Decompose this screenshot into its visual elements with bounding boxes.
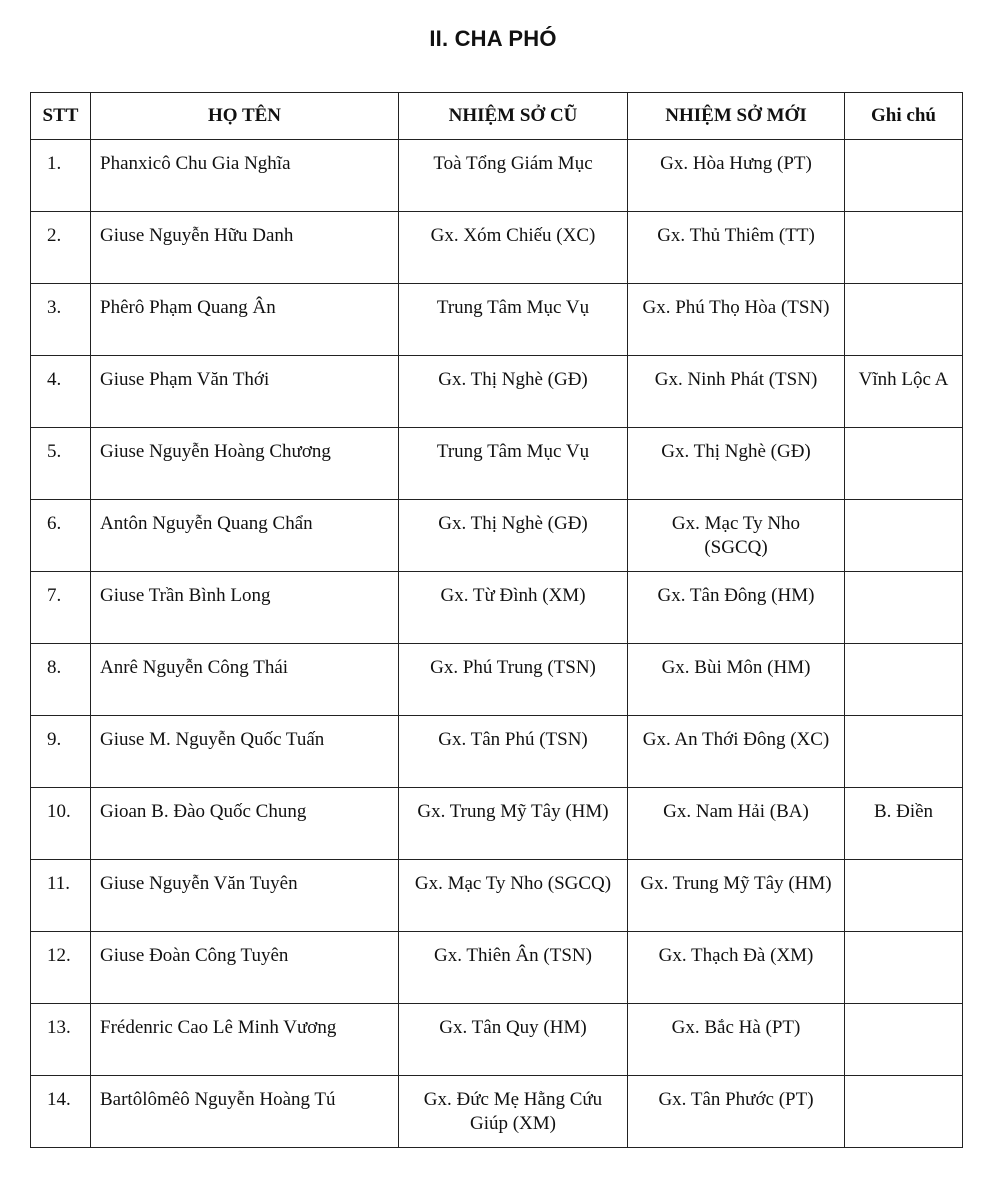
old-parish: Gx. Tân Phú (TSN) (399, 716, 628, 788)
row-note: B. Điền (845, 788, 963, 860)
old-parish: Gx. Thị Nghè (GĐ) (399, 356, 628, 428)
table-row (31, 644, 963, 716)
header-note: Ghi chú (845, 93, 963, 140)
row-note (845, 644, 963, 716)
row-note (845, 140, 963, 212)
old-parish: Trung Tâm Mục Vụ (399, 428, 628, 500)
row-number: 7. (31, 572, 91, 644)
table-row (31, 140, 963, 212)
assignment-table (30, 92, 963, 1148)
table-row (31, 1076, 963, 1148)
priest-name: Giuse Nguyễn Hoàng Chương (91, 428, 399, 500)
row-number: 10. (31, 788, 91, 860)
row-note (845, 1076, 963, 1148)
row-number: 5. (31, 428, 91, 500)
priest-name: Giuse Phạm Văn Thới (91, 356, 399, 428)
row-note (845, 212, 963, 284)
new-parish: Gx. Tân Phước (PT) (628, 1076, 845, 1148)
old-parish: Gx. Trung Mỹ Tây (HM) (399, 788, 628, 860)
header-name: HỌ TÊN (91, 93, 399, 140)
new-parish: Gx. Thạch Đà (XM) (628, 932, 845, 1004)
row-number: 11. (31, 860, 91, 932)
table-row (31, 716, 963, 788)
old-parish: Gx. Từ Đình (XM) (399, 572, 628, 644)
row-note: Vĩnh Lộc A (845, 356, 963, 428)
header-stt: STT (31, 93, 91, 140)
new-parish: Gx. Bùi Môn (HM) (628, 644, 845, 716)
header-old-parish: NHIỆM SỞ CŨ (399, 93, 628, 140)
priest-name: Bartôlômêô Nguyễn Hoàng Tú (91, 1076, 399, 1148)
priest-name: Antôn Nguyễn Quang Chẩn (91, 500, 399, 572)
priest-name: Gioan B. Đào Quốc Chung (91, 788, 399, 860)
row-number: 4. (31, 356, 91, 428)
new-parish: Gx. Thủ Thiêm (TT) (628, 212, 845, 284)
row-note (845, 1004, 963, 1076)
new-parish: Gx. Thị Nghè (GĐ) (628, 428, 845, 500)
header-new-parish: NHIỆM SỞ MỚI (628, 93, 845, 140)
row-note (845, 572, 963, 644)
new-parish: Gx. Phú Thọ Hòa (TSN) (628, 284, 845, 356)
table-row (31, 284, 963, 356)
old-parish: Gx. Đức Mẹ Hằng Cứu Giúp (XM) (399, 1076, 628, 1148)
row-note (845, 932, 963, 1004)
row-note (845, 500, 963, 572)
row-note (845, 428, 963, 500)
table-row (31, 932, 963, 1004)
old-parish: Gx. Thị Nghè (GĐ) (399, 500, 628, 572)
table-row (31, 356, 963, 428)
table-body (31, 140, 963, 1148)
row-number: 8. (31, 644, 91, 716)
new-parish: Gx. Trung Mỹ Tây (HM) (628, 860, 845, 932)
table-row (31, 212, 963, 284)
priest-name: Giuse M. Nguyễn Quốc Tuấn (91, 716, 399, 788)
old-parish: Gx. Xóm Chiếu (XC) (399, 212, 628, 284)
old-parish: Gx. Thiên Ân (TSN) (399, 932, 628, 1004)
row-number: 9. (31, 716, 91, 788)
page-title: II. CHA PHÓ (429, 26, 557, 51)
priest-name: Anrê Nguyễn Công Thái (91, 644, 399, 716)
priest-name: Giuse Nguyễn Hữu Danh (91, 212, 399, 284)
priest-name: Giuse Nguyễn Văn Tuyên (91, 860, 399, 932)
priest-name: Phêrô Phạm Quang Ân (91, 284, 399, 356)
table-row (31, 572, 963, 644)
row-number: 1. (31, 140, 91, 212)
row-number: 14. (31, 1076, 91, 1148)
new-parish: Gx. Bắc Hà (PT) (628, 1004, 845, 1076)
row-note (845, 716, 963, 788)
old-parish: Toà Tổng Giám Mục (399, 140, 628, 212)
row-number: 3. (31, 284, 91, 356)
new-parish: Gx. Mạc Ty Nho (SGCQ) (628, 500, 845, 572)
row-note (845, 860, 963, 932)
old-parish: Gx. Phú Trung (TSN) (399, 644, 628, 716)
table-row (31, 1004, 963, 1076)
table-row (31, 428, 963, 500)
row-number: 2. (31, 212, 91, 284)
new-parish: Gx. Tân Đông (HM) (628, 572, 845, 644)
row-note (845, 284, 963, 356)
new-parish: Gx. Hòa Hưng (PT) (628, 140, 845, 212)
row-number: 13. (31, 1004, 91, 1076)
priest-name: Frédenric Cao Lê Minh Vương (91, 1004, 399, 1076)
table-header-row (31, 93, 963, 140)
old-parish: Gx. Tân Quy (HM) (399, 1004, 628, 1076)
new-parish: Gx. An Thới Đông (XC) (628, 716, 845, 788)
priest-name: Giuse Đoàn Công Tuyên (91, 932, 399, 1004)
row-number: 6. (31, 500, 91, 572)
old-parish: Gx. Mạc Ty Nho (SGCQ) (399, 860, 628, 932)
table-row (31, 788, 963, 860)
new-parish: Gx. Ninh Phát (TSN) (628, 356, 845, 428)
table-row (31, 860, 963, 932)
row-number: 12. (31, 932, 91, 1004)
table-row (31, 500, 963, 572)
new-parish: Gx. Nam Hải (BA) (628, 788, 845, 860)
old-parish: Trung Tâm Mục Vụ (399, 284, 628, 356)
priest-name: Phanxicô Chu Gia Nghĩa (91, 140, 399, 212)
priest-name: Giuse Trần Bình Long (91, 572, 399, 644)
